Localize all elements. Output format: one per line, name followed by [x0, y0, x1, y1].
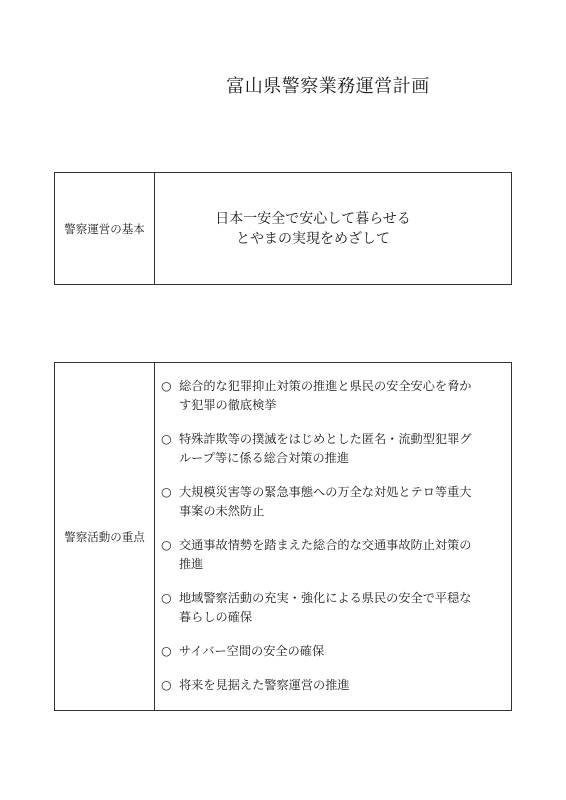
priority-item-text	[179, 483, 503, 521]
basic-policy-table	[54, 172, 512, 285]
priority-item-text	[179, 676, 503, 695]
priority-item-line: 特殊詐欺等の撲滅をはじめとした匿名・流動型犯罪グ	[179, 432, 472, 446]
priority-item-line: 将来を見据えた警察運営の推進	[179, 678, 350, 692]
basic-policy-label: 警察運営の基本	[55, 173, 155, 284]
priority-item-line: 推進	[179, 557, 204, 571]
priority-item-line: ループ等に係る総合対策の推進	[179, 451, 350, 465]
priority-item-line: 事案の未然防止	[179, 504, 265, 518]
priority-item	[161, 430, 503, 468]
priority-item-line: 交通事故情勢を踏まえた総合的な交通事故防止対策の	[179, 538, 472, 552]
priority-item-line: す犯罪の徹底検挙	[179, 398, 277, 412]
priority-item-line: 地域警察活動の充実・強化による県民の安全で平穏な	[179, 591, 472, 605]
priority-item-text	[179, 430, 503, 468]
priorities-list	[155, 363, 511, 710]
circle-bullet-icon: ○	[161, 538, 172, 552]
priority-item-line: 暮らしの確保	[179, 610, 253, 624]
priority-item-line: 総合的な犯罪抑止対策の推進と県民の安全安心を脅か	[179, 379, 472, 393]
priorities-table	[54, 362, 512, 711]
circle-bullet-icon: ○	[161, 379, 172, 393]
basic-policy-line: 日本一安全で安心して暮らせる	[215, 210, 411, 227]
priority-item-text	[179, 642, 503, 661]
circle-bullet-icon: ○	[161, 644, 172, 658]
priority-item-text	[179, 377, 503, 415]
circle-bullet-icon: ○	[161, 678, 172, 692]
priority-item	[161, 642, 503, 661]
priority-item-line: サイバー空間の安全の確保	[179, 644, 325, 658]
circle-bullet-icon: ○	[161, 432, 172, 446]
circle-bullet-icon: ○	[161, 485, 172, 499]
priority-item-text	[179, 589, 503, 627]
priority-item-text	[179, 536, 503, 574]
priority-item	[161, 589, 503, 627]
page-title: 富山県警察業務運営計画	[226, 76, 430, 97]
priority-item	[161, 377, 503, 415]
priority-item	[161, 483, 503, 521]
priority-item-line: 大規模災害等の緊急事態への万全な対処とテロ等重大	[179, 485, 472, 499]
basic-policy-line: とやまの実現をめざして	[236, 230, 390, 247]
priorities-label: 警察活動の重点	[55, 363, 155, 710]
basic-policy-content	[155, 173, 511, 284]
priority-item	[161, 676, 503, 695]
circle-bullet-icon: ○	[161, 591, 172, 605]
priority-item	[161, 536, 503, 574]
